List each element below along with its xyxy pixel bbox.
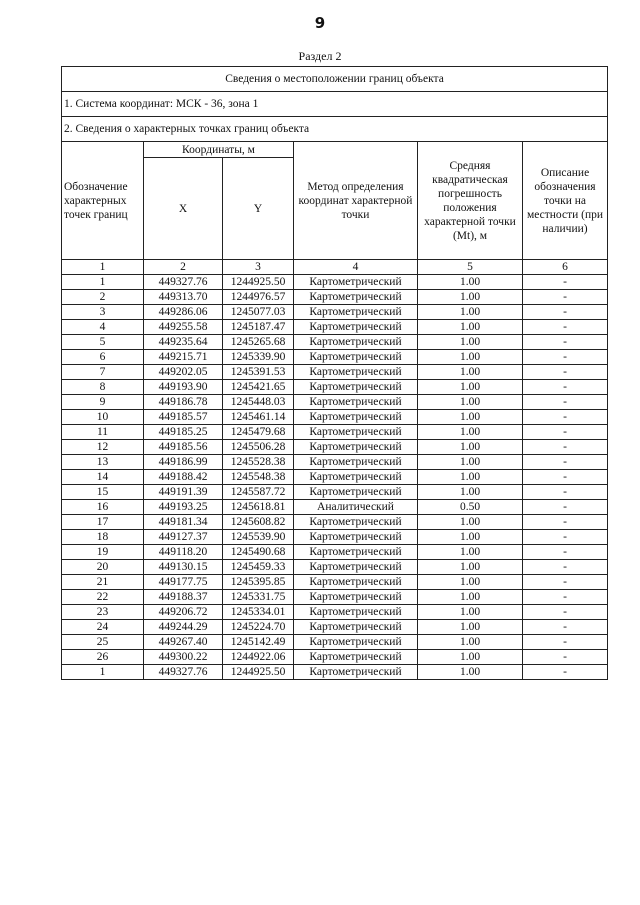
cell-point: 17 bbox=[62, 515, 144, 530]
cell-x: 449267.40 bbox=[144, 635, 223, 650]
cell-accuracy: 1.00 bbox=[418, 305, 523, 320]
cell-description: - bbox=[523, 455, 608, 470]
table-row bbox=[62, 665, 608, 680]
cell-method: Картометрический bbox=[294, 365, 418, 380]
cell-accuracy: 1.00 bbox=[418, 365, 523, 380]
table-row bbox=[62, 320, 608, 335]
cell-point: 9 bbox=[62, 395, 144, 410]
header-accuracy: Средняя квадратическая погрешность положения характерной точки (Mt), м bbox=[418, 142, 523, 260]
cell-accuracy: 1.00 bbox=[418, 485, 523, 500]
cell-description: - bbox=[523, 545, 608, 560]
cell-description: - bbox=[523, 620, 608, 635]
cell-y: 1245490.68 bbox=[223, 545, 294, 560]
header-description: Описание обозначения точки на местности (при наличии) bbox=[523, 142, 608, 260]
table-row bbox=[62, 635, 608, 650]
cell-y: 1245461.14 bbox=[223, 410, 294, 425]
cell-method: Картометрический bbox=[294, 590, 418, 605]
cell-method: Картометрический bbox=[294, 665, 418, 680]
cell-x: 449118.20 bbox=[144, 545, 223, 560]
cell-accuracy: 1.00 bbox=[418, 350, 523, 365]
table-row bbox=[62, 530, 608, 545]
cell-point: 13 bbox=[62, 455, 144, 470]
cell-method: Картометрический bbox=[294, 275, 418, 290]
coordinate-system: 1. Система координат: МСК - 36, зона 1 bbox=[62, 92, 608, 117]
cell-x: 449177.75 bbox=[144, 575, 223, 590]
cell-x: 449313.70 bbox=[144, 290, 223, 305]
table-row bbox=[62, 395, 608, 410]
cell-x: 449300.22 bbox=[144, 650, 223, 665]
cell-y: 1245618.81 bbox=[223, 500, 294, 515]
cell-y: 1245539.90 bbox=[223, 530, 294, 545]
cell-method: Картометрический bbox=[294, 455, 418, 470]
cell-description: - bbox=[523, 665, 608, 680]
table-row bbox=[62, 350, 608, 365]
table-row bbox=[62, 545, 608, 560]
cell-point: 20 bbox=[62, 560, 144, 575]
cell-accuracy: 1.00 bbox=[418, 545, 523, 560]
page-number: 9 bbox=[314, 14, 326, 32]
cell-description: - bbox=[523, 350, 608, 365]
cell-y: 1245528.38 bbox=[223, 455, 294, 470]
cell-y: 1245608.82 bbox=[223, 515, 294, 530]
cell-y: 1245506.28 bbox=[223, 440, 294, 455]
cell-description: - bbox=[523, 380, 608, 395]
cell-point: 5 bbox=[62, 335, 144, 350]
cell-point: 22 bbox=[62, 590, 144, 605]
cell-point: 3 bbox=[62, 305, 144, 320]
cell-y: 1245265.68 bbox=[223, 335, 294, 350]
cell-x: 449235.64 bbox=[144, 335, 223, 350]
cell-description: - bbox=[523, 335, 608, 350]
cell-accuracy: 1.00 bbox=[418, 575, 523, 590]
cell-method: Картометрический bbox=[294, 620, 418, 635]
cell-accuracy: 1.00 bbox=[418, 335, 523, 350]
cell-description: - bbox=[523, 590, 608, 605]
cell-accuracy: 1.00 bbox=[418, 515, 523, 530]
cell-accuracy: 1.00 bbox=[418, 605, 523, 620]
cell-point: 1 bbox=[62, 665, 144, 680]
cell-description: - bbox=[523, 635, 608, 650]
boundary-table bbox=[61, 66, 608, 680]
cell-point: 2 bbox=[62, 290, 144, 305]
cell-x: 449193.25 bbox=[144, 500, 223, 515]
cell-method: Картометрический bbox=[294, 470, 418, 485]
cell-method: Картометрический bbox=[294, 380, 418, 395]
table-row bbox=[62, 560, 608, 575]
cell-method: Картометрический bbox=[294, 545, 418, 560]
section-title: Раздел 2 bbox=[298, 49, 342, 63]
cell-point: 23 bbox=[62, 605, 144, 620]
cell-accuracy: 1.00 bbox=[418, 665, 523, 680]
cell-method: Картометрический bbox=[294, 410, 418, 425]
cell-point: 11 bbox=[62, 425, 144, 440]
table-row bbox=[62, 380, 608, 395]
cell-x: 449188.37 bbox=[144, 590, 223, 605]
cell-y: 1245395.85 bbox=[223, 575, 294, 590]
cell-description: - bbox=[523, 530, 608, 545]
cell-y: 1245334.01 bbox=[223, 605, 294, 620]
cell-method: Картометрический bbox=[294, 485, 418, 500]
cell-method: Картометрический bbox=[294, 530, 418, 545]
points-title: 2. Сведения о характерных точках границ объекта bbox=[62, 117, 608, 142]
cell-method: Картометрический bbox=[294, 605, 418, 620]
cell-description: - bbox=[523, 605, 608, 620]
cell-point: 16 bbox=[62, 500, 144, 515]
cell-point: 26 bbox=[62, 650, 144, 665]
column-number: 3 bbox=[223, 260, 294, 275]
cell-description: - bbox=[523, 575, 608, 590]
cell-y: 1245421.65 bbox=[223, 380, 294, 395]
cell-x: 449255.58 bbox=[144, 320, 223, 335]
cell-method: Картометрический bbox=[294, 575, 418, 590]
cell-y: 1245077.03 bbox=[223, 305, 294, 320]
cell-accuracy: 1.00 bbox=[418, 470, 523, 485]
cell-description: - bbox=[523, 365, 608, 380]
cell-accuracy: 0.50 bbox=[418, 500, 523, 515]
cell-x: 449206.72 bbox=[144, 605, 223, 620]
cell-accuracy: 1.00 bbox=[418, 590, 523, 605]
cell-point: 1 bbox=[62, 275, 144, 290]
cell-x: 449130.15 bbox=[144, 560, 223, 575]
table-row bbox=[62, 440, 608, 455]
cell-accuracy: 1.00 bbox=[418, 560, 523, 575]
cell-point: 24 bbox=[62, 620, 144, 635]
cell-point: 4 bbox=[62, 320, 144, 335]
cell-description: - bbox=[523, 650, 608, 665]
cell-point: 21 bbox=[62, 575, 144, 590]
cell-point: 25 bbox=[62, 635, 144, 650]
table-title: Сведения о местоположении границ объекта bbox=[62, 67, 608, 92]
cell-accuracy: 1.00 bbox=[418, 620, 523, 635]
cell-description: - bbox=[523, 425, 608, 440]
table-row bbox=[62, 335, 608, 350]
cell-point: 15 bbox=[62, 485, 144, 500]
cell-y: 1244925.50 bbox=[223, 275, 294, 290]
table-row bbox=[62, 275, 608, 290]
cell-method: Картометрический bbox=[294, 350, 418, 365]
cell-x: 449186.78 bbox=[144, 395, 223, 410]
cell-accuracy: 1.00 bbox=[418, 455, 523, 470]
cell-accuracy: 1.00 bbox=[418, 275, 523, 290]
table-row bbox=[62, 410, 608, 425]
cell-accuracy: 1.00 bbox=[418, 635, 523, 650]
column-number: 2 bbox=[144, 260, 223, 275]
table-row bbox=[62, 650, 608, 665]
cell-y: 1245142.49 bbox=[223, 635, 294, 650]
cell-x: 449185.56 bbox=[144, 440, 223, 455]
cell-x: 449193.90 bbox=[144, 380, 223, 395]
cell-method: Картометрический bbox=[294, 650, 418, 665]
cell-accuracy: 1.00 bbox=[418, 290, 523, 305]
cell-y: 1245459.33 bbox=[223, 560, 294, 575]
cell-x: 449181.34 bbox=[144, 515, 223, 530]
table-row bbox=[62, 455, 608, 470]
table-row bbox=[62, 485, 608, 500]
column-number: 5 bbox=[418, 260, 523, 275]
cell-description: - bbox=[523, 410, 608, 425]
cell-method: Картометрический bbox=[294, 395, 418, 410]
cell-y: 1245224.70 bbox=[223, 620, 294, 635]
cell-description: - bbox=[523, 500, 608, 515]
header-y: Y bbox=[223, 158, 294, 260]
cell-method: Картометрический bbox=[294, 305, 418, 320]
table-row bbox=[62, 515, 608, 530]
cell-accuracy: 1.00 bbox=[418, 530, 523, 545]
cell-y: 1244925.50 bbox=[223, 665, 294, 680]
table-row bbox=[62, 620, 608, 635]
cell-method: Картометрический bbox=[294, 635, 418, 650]
cell-x: 449202.05 bbox=[144, 365, 223, 380]
cell-accuracy: 1.00 bbox=[418, 440, 523, 455]
cell-description: - bbox=[523, 515, 608, 530]
cell-y: 1245187.47 bbox=[223, 320, 294, 335]
cell-description: - bbox=[523, 275, 608, 290]
cell-description: - bbox=[523, 440, 608, 455]
header-coordinates: Координаты, м bbox=[144, 142, 294, 158]
cell-x: 449186.99 bbox=[144, 455, 223, 470]
table-row bbox=[62, 365, 608, 380]
cell-accuracy: 1.00 bbox=[418, 380, 523, 395]
cell-x: 449127.37 bbox=[144, 530, 223, 545]
cell-x: 449215.71 bbox=[144, 350, 223, 365]
column-number: 6 bbox=[523, 260, 608, 275]
cell-accuracy: 1.00 bbox=[418, 320, 523, 335]
cell-x: 449191.39 bbox=[144, 485, 223, 500]
table-row bbox=[62, 605, 608, 620]
cell-method: Картометрический bbox=[294, 425, 418, 440]
cell-point: 19 bbox=[62, 545, 144, 560]
table-row bbox=[62, 500, 608, 515]
header-point: Обозначение характерных точек границ bbox=[62, 142, 144, 260]
cell-x: 449327.76 bbox=[144, 275, 223, 290]
cell-point: 10 bbox=[62, 410, 144, 425]
cell-point: 14 bbox=[62, 470, 144, 485]
cell-x: 449185.25 bbox=[144, 425, 223, 440]
header-method: Метод определения координат характерной точки bbox=[294, 142, 418, 260]
cell-method: Аналитический bbox=[294, 500, 418, 515]
cell-description: - bbox=[523, 560, 608, 575]
table-row bbox=[62, 425, 608, 440]
cell-accuracy: 1.00 bbox=[418, 425, 523, 440]
cell-method: Картометрический bbox=[294, 335, 418, 350]
cell-description: - bbox=[523, 395, 608, 410]
cell-x: 449286.06 bbox=[144, 305, 223, 320]
cell-method: Картометрический bbox=[294, 290, 418, 305]
cell-x: 449188.42 bbox=[144, 470, 223, 485]
cell-point: 7 bbox=[62, 365, 144, 380]
table-row bbox=[62, 290, 608, 305]
table-row bbox=[62, 590, 608, 605]
cell-description: - bbox=[523, 470, 608, 485]
table-row bbox=[62, 470, 608, 485]
cell-y: 1244922.06 bbox=[223, 650, 294, 665]
cell-accuracy: 1.00 bbox=[418, 395, 523, 410]
cell-y: 1245391.53 bbox=[223, 365, 294, 380]
table-row bbox=[62, 305, 608, 320]
cell-method: Картометрический bbox=[294, 515, 418, 530]
cell-y: 1245587.72 bbox=[223, 485, 294, 500]
cell-y: 1244976.57 bbox=[223, 290, 294, 305]
cell-description: - bbox=[523, 320, 608, 335]
header-x: X bbox=[144, 158, 223, 260]
cell-x: 449244.29 bbox=[144, 620, 223, 635]
cell-method: Картометрический bbox=[294, 320, 418, 335]
cell-y: 1245548.38 bbox=[223, 470, 294, 485]
cell-x: 449185.57 bbox=[144, 410, 223, 425]
cell-description: - bbox=[523, 305, 608, 320]
table-row bbox=[62, 575, 608, 590]
column-number: 1 bbox=[62, 260, 144, 275]
cell-point: 18 bbox=[62, 530, 144, 545]
cell-point: 12 bbox=[62, 440, 144, 455]
cell-point: 8 bbox=[62, 380, 144, 395]
cell-method: Картометрический bbox=[294, 560, 418, 575]
cell-description: - bbox=[523, 290, 608, 305]
cell-description: - bbox=[523, 485, 608, 500]
cell-method: Картометрический bbox=[294, 440, 418, 455]
cell-accuracy: 1.00 bbox=[418, 650, 523, 665]
cell-point: 6 bbox=[62, 350, 144, 365]
cell-x: 449327.76 bbox=[144, 665, 223, 680]
cell-y: 1245479.68 bbox=[223, 425, 294, 440]
cell-accuracy: 1.00 bbox=[418, 410, 523, 425]
cell-y: 1245339.90 bbox=[223, 350, 294, 365]
cell-y: 1245448.03 bbox=[223, 395, 294, 410]
column-number: 4 bbox=[294, 260, 418, 275]
cell-y: 1245331.75 bbox=[223, 590, 294, 605]
